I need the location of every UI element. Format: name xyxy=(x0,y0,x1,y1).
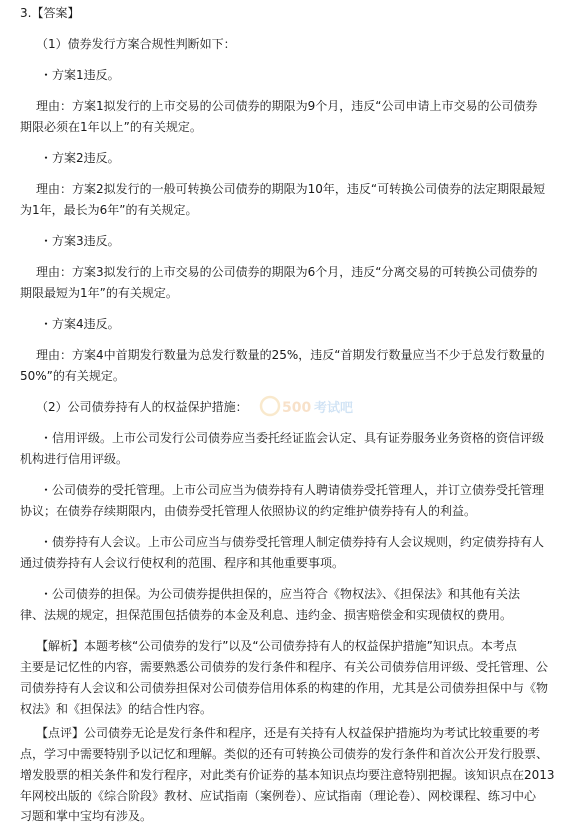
watermark-text: 考试吧 xyxy=(314,401,354,416)
measure-3-line: ・债券持有人会议。上市公司应当与债券受托管理人制定债券持有人会议规则，约定债券持有人 xyxy=(40,535,545,549)
plan-3-reason-line: 期限最短为1年”的有关规定。 xyxy=(20,286,178,300)
measure-4-line: 律、法规的规定，担保范围包括债券的本金及利息、违约金、损害赔偿金和实现债权的费用。 xyxy=(20,608,513,622)
plan-2-reason-line: 为1年，最长为6年”的有关规定。 xyxy=(20,203,198,217)
plan-4-reason-line: 50%”的有关规定。 xyxy=(20,369,125,383)
plan-2-head: ・方案2违反。 xyxy=(40,151,120,165)
analysis-line: 司债券持有人会议和公司债券担保对公司债券信用体系的构建的作用，尤其是公司债券担保中与《物 xyxy=(20,681,549,695)
plan-3-head: ・方案3违反。 xyxy=(40,234,120,248)
plan-3-reason-line: 理由：方案3拟发行的上市交易的公司债券的期限为6个月，违反“分离交易的可转换公司债券的 xyxy=(36,265,538,279)
plan-2-reason-line: 理由：方案2拟发行的一般可转换公司债券的期限为10年，违反“可转换公司债券的法定期限最短 xyxy=(36,182,546,196)
comment-line: 年网校出版的《综合阶段》教材、应试指南（案例卷）、应试指南（理论卷）、网校课程、练习中心 xyxy=(20,789,537,803)
part2-title: （2）公司债券持有人的权益保护措施： xyxy=(36,400,248,414)
analysis-line: 权法》和《担保法》的结合性内容。 xyxy=(20,702,213,716)
comment-line: 增发股票的相关条件和发行程序，对此类有价证券的基本知识点均要注意特别把握。该知识点在2013 xyxy=(20,768,555,782)
measure-2-line: ・公司债券的受托管理。上市公司应当为债券持有人聘请债券受托管理人，并订立债券受托管理 xyxy=(40,483,545,497)
part1-title: （1）债券发行方案合规性判断如下： xyxy=(36,37,236,51)
watermark-ring-icon xyxy=(261,397,279,415)
comment-line: 点，学习中需要特别予以记忆和理解。类似的还有可转换公司债券的发行条件和首次公开发行股票、 xyxy=(20,747,549,761)
site-watermark-logo xyxy=(258,386,368,426)
plan-1-head: ・方案1违反。 xyxy=(40,68,120,82)
plan-4-head: ・方案4违反。 xyxy=(40,317,120,331)
measure-1-line: 机构进行信用评级。 xyxy=(20,452,129,466)
comment-line: 习题和掌中宝均有涉及。 xyxy=(20,809,153,823)
comment-line: 【点评】公司债券无论是发行条件和程序，还是有关持有人权益保护措施均为考试比较重要的考 xyxy=(36,726,541,740)
measure-4-line: ・公司债券的担保。为公司债券提供担保的，应当符合《物权法》、《担保法》和其他有关法 xyxy=(40,587,521,601)
measure-3-line: 通过债券持有人会议行使权利的范围、程序和其他重要事项。 xyxy=(20,556,345,570)
analysis-line: 【解析】本题考核“公司债券的发行”以及“公司债券持有人的权益保护措施”知识点。本考点 xyxy=(36,639,517,653)
plan-1-reason-line: 理由：方案1拟发行的上市交易的公司债券的期限为9个月，违反“公司申请上市交易的公司债券 xyxy=(36,99,538,113)
answer-heading: 3.【答案】 xyxy=(20,6,80,20)
plan-4-reason-line: 理由：方案4中首期发行数量为总发行数量的25%，违反“首期发行数量应当不少于总发行数量的 xyxy=(36,348,545,362)
watermark-number: 500 xyxy=(282,400,312,416)
measure-1-line: ・信用评级。上市公司发行公司债券应当委托经证监会认定、具有证券服务业务资格的资信评级 xyxy=(40,431,545,445)
plan-1-reason-line: 期限必须在1年以上”的有关规定。 xyxy=(20,120,202,134)
measure-2-line: 协议；在债券存续期限内，由债券受托管理人依照协议的约定维护债券持有人的利益。 xyxy=(20,504,477,518)
analysis-line: 主要是记忆性的内容，需要熟悉公司债券的发行条件和程序、有关公司债券信用评级、受托管理、公 xyxy=(20,660,549,674)
